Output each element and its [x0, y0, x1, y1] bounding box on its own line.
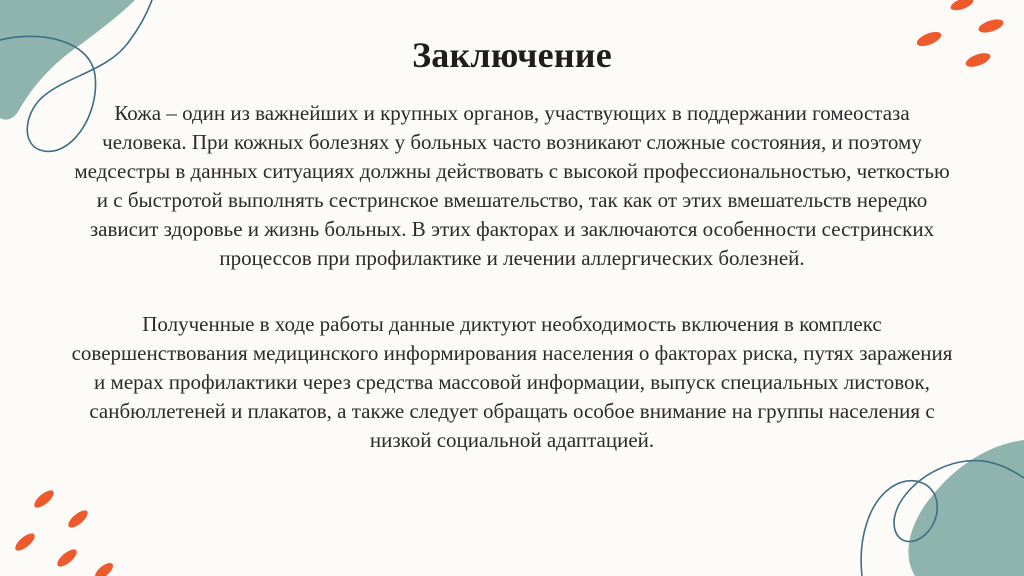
- petal: [977, 17, 1005, 35]
- conclusion-paragraph-2: Полученные в ходе работы данные диктуют необходимость включения в комплекс совершенствования медицинского информирования населения о факторах риска, путях заражения и мерах профилактики через средства массовой информации, выпуск специальных листовок, санбюллетеней и плакатов, а также следует обращать особое внимание на группы населения с низкой социальной адаптацией.: [71, 312, 953, 452]
- conclusion-paragraph-1: Кожа – один из важнейших и крупных органов, участвующих в поддержании гомеостаза человека. При кожных болезнях у больных часто возникают сложные состояния, и поэтому медсестры в данных ситуациях должны действовать с высокой профессиональностью, четкостью и с быстротой выполнять сестринское вмешательство, так как от этих вмешательств нередко зависит здоровье и жизнь больных. В этих факторах и заключаются особенности сестринских процессов при профилактике и лечении аллергических болезней.: [74, 101, 950, 270]
- petal: [949, 0, 975, 13]
- petal: [13, 530, 38, 553]
- orange-petals-bottom-left: [13, 487, 116, 576]
- petal: [55, 546, 80, 569]
- petal: [92, 560, 115, 576]
- slide-title: Заключение: [412, 35, 612, 75]
- petal: [66, 507, 91, 530]
- petal: [32, 487, 57, 510]
